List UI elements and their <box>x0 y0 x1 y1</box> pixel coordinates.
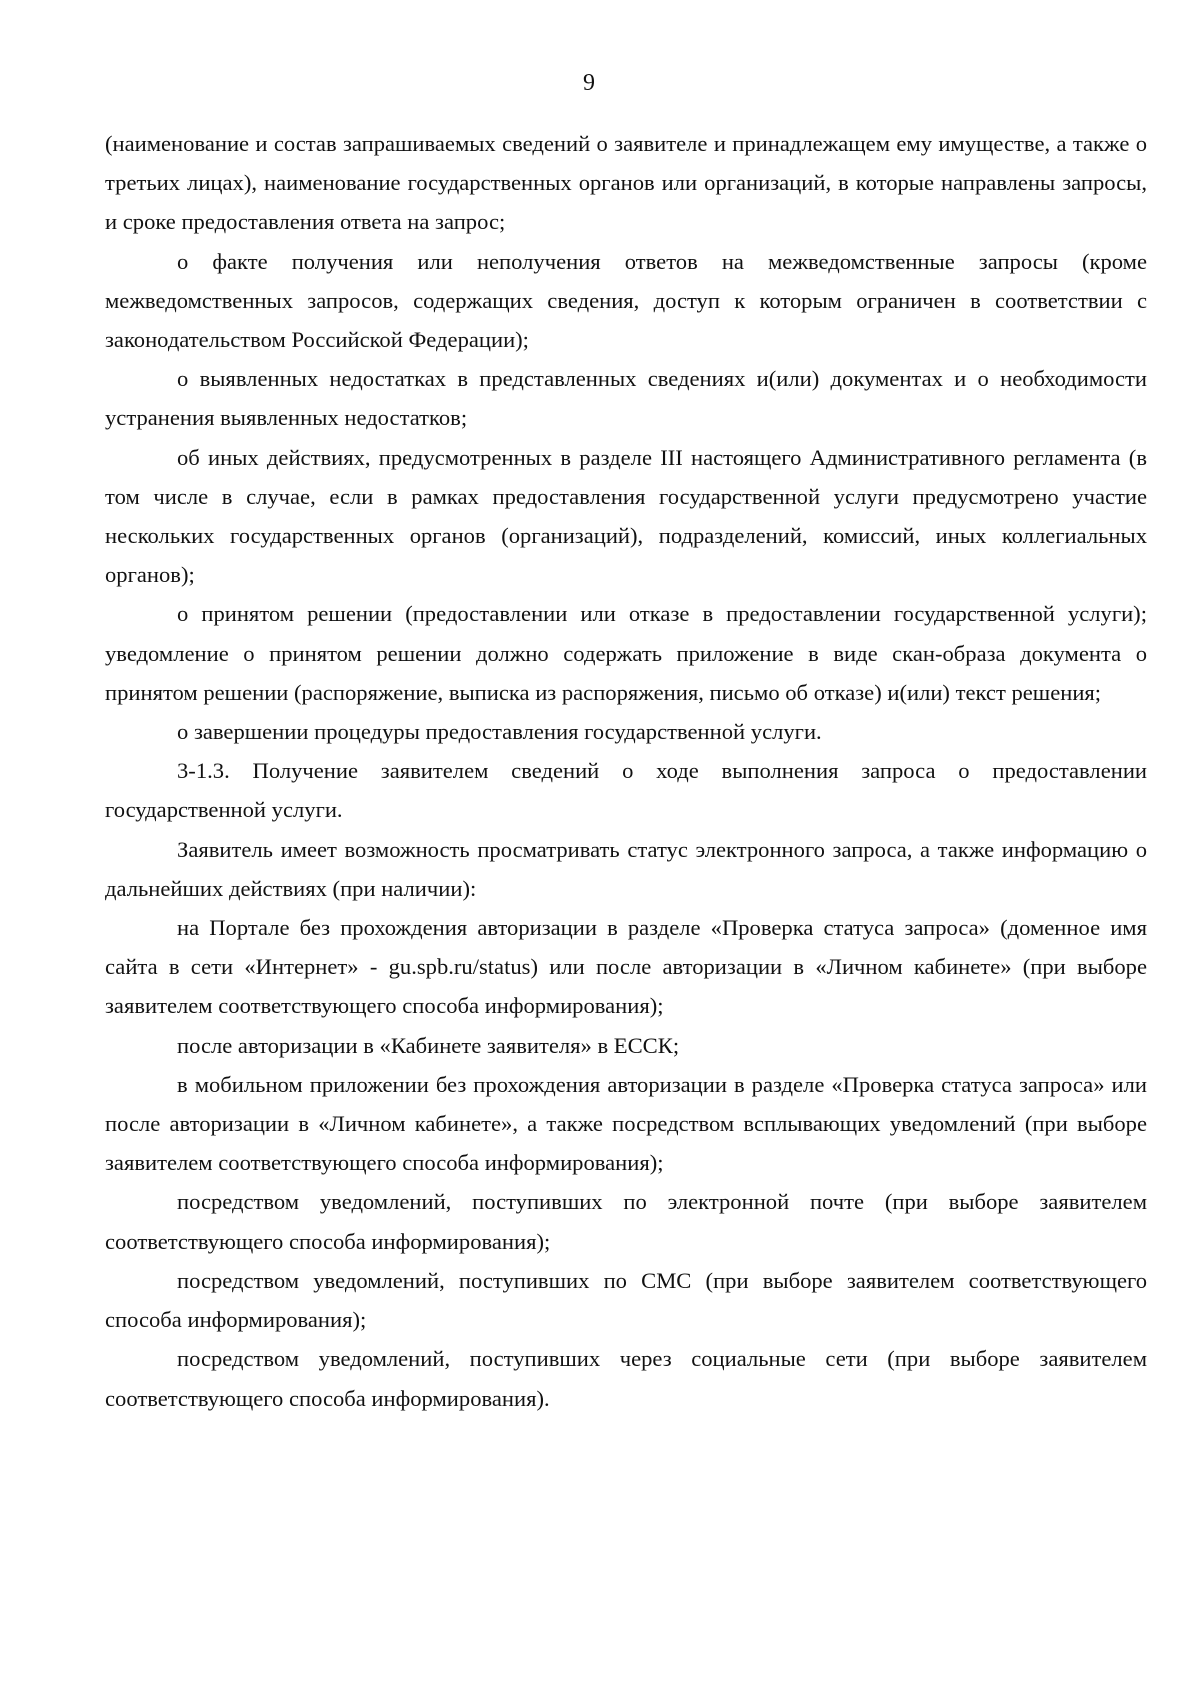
paragraph-procedure-completion: о завершении процедуры предоставления государственной услуги. <box>177 719 822 745</box>
paragraph-status-viewing: Заявитель имеет возможность просматривать статус электронного запроса, а также информацию о дальнейших действиях (при наличии): <box>105 836 1147 901</box>
paragraph-identified-deficiencies: о выявленных недостатках в представленных сведениях и(или) документах и о необходимости устранения выявленных недостатков; <box>105 366 1147 431</box>
paragraph-email: посредством уведомлений, поступивших по электронной почте (при выборе заявителем соответствующего способа информирования); <box>105 1189 1147 1254</box>
paragraph-sms: посредством уведомлений, поступивших по СМС (при выборе заявителем соответствующего способа информирования); <box>105 1267 1147 1333</box>
paragraph-other-actions: об иных действиях, предусмотренных в разделе III настоящего Административного регламента (в том числе в случае, если в рамках предоставления государственной услуги предусмотрено участие нескольких государственных органов (организаций), подразделений, комиссий, иных коллегиальных органов); <box>105 444 1147 588</box>
paragraph-mobile-app: в мобильном приложении без прохождения авторизации в разделе «Проверка статуса запроса» или после авторизации в «Личном кабинете», а также посредством всплывающих уведомлений (при выборе заявителем соответствующего способа информирования); <box>105 1071 1147 1176</box>
paragraph-decision-made: о принятом решении (предоставлении или отказе в предоставлении государственной услуги); уведомление о принятом решении должно содержать приложение в виде скан-образа документа о принятом решении (распоряжение, выписка из распоряжения, письмо об отказе) и(или) текст решения; <box>105 601 1147 705</box>
paragraph-portal: на Портале без прохождения авторизации в разделе «Проверка статуса запроса» (доменное имя сайта в сети «Интернет» - gu.spb.ru/status) или после авторизации в «Личном кабинете» (при выборе заявителем соответствующего способа информирования); <box>105 915 1147 1019</box>
paragraph-interagency-responses: о факте получения или неполучения ответов на межведомственные запросы (кроме межведомственных запросов, содержащих сведения, доступ к которым ограничен в соответствии с законодательством Российской Федерации); <box>105 248 1147 353</box>
paragraph-requested-info: (наименование и состав запрашиваемых сведений о заявителе и принадлежащем ему имуществе, а также о третьих лицах), наименование государственных органов или организаций, в которые направлены запросы, и сроке предоставления ответа на запрос; <box>105 131 1147 235</box>
paragraph-essk-cabinet: после авторизации в «Кабинете заявителя» в ЕССК; <box>177 1032 680 1058</box>
paragraph-social-networks: посредством уведомлений, поступивших через социальные сети (при выборе заявителем соответствующего способа информирования). <box>105 1346 1147 1411</box>
page-number: 9 <box>583 70 595 96</box>
paragraph-section-3-1-3: 3-1.3. Получение заявителем сведений о ходе выполнения запроса о предоставлении государственной услуги. <box>105 758 1147 823</box>
document-body <box>105 124 1147 1418</box>
